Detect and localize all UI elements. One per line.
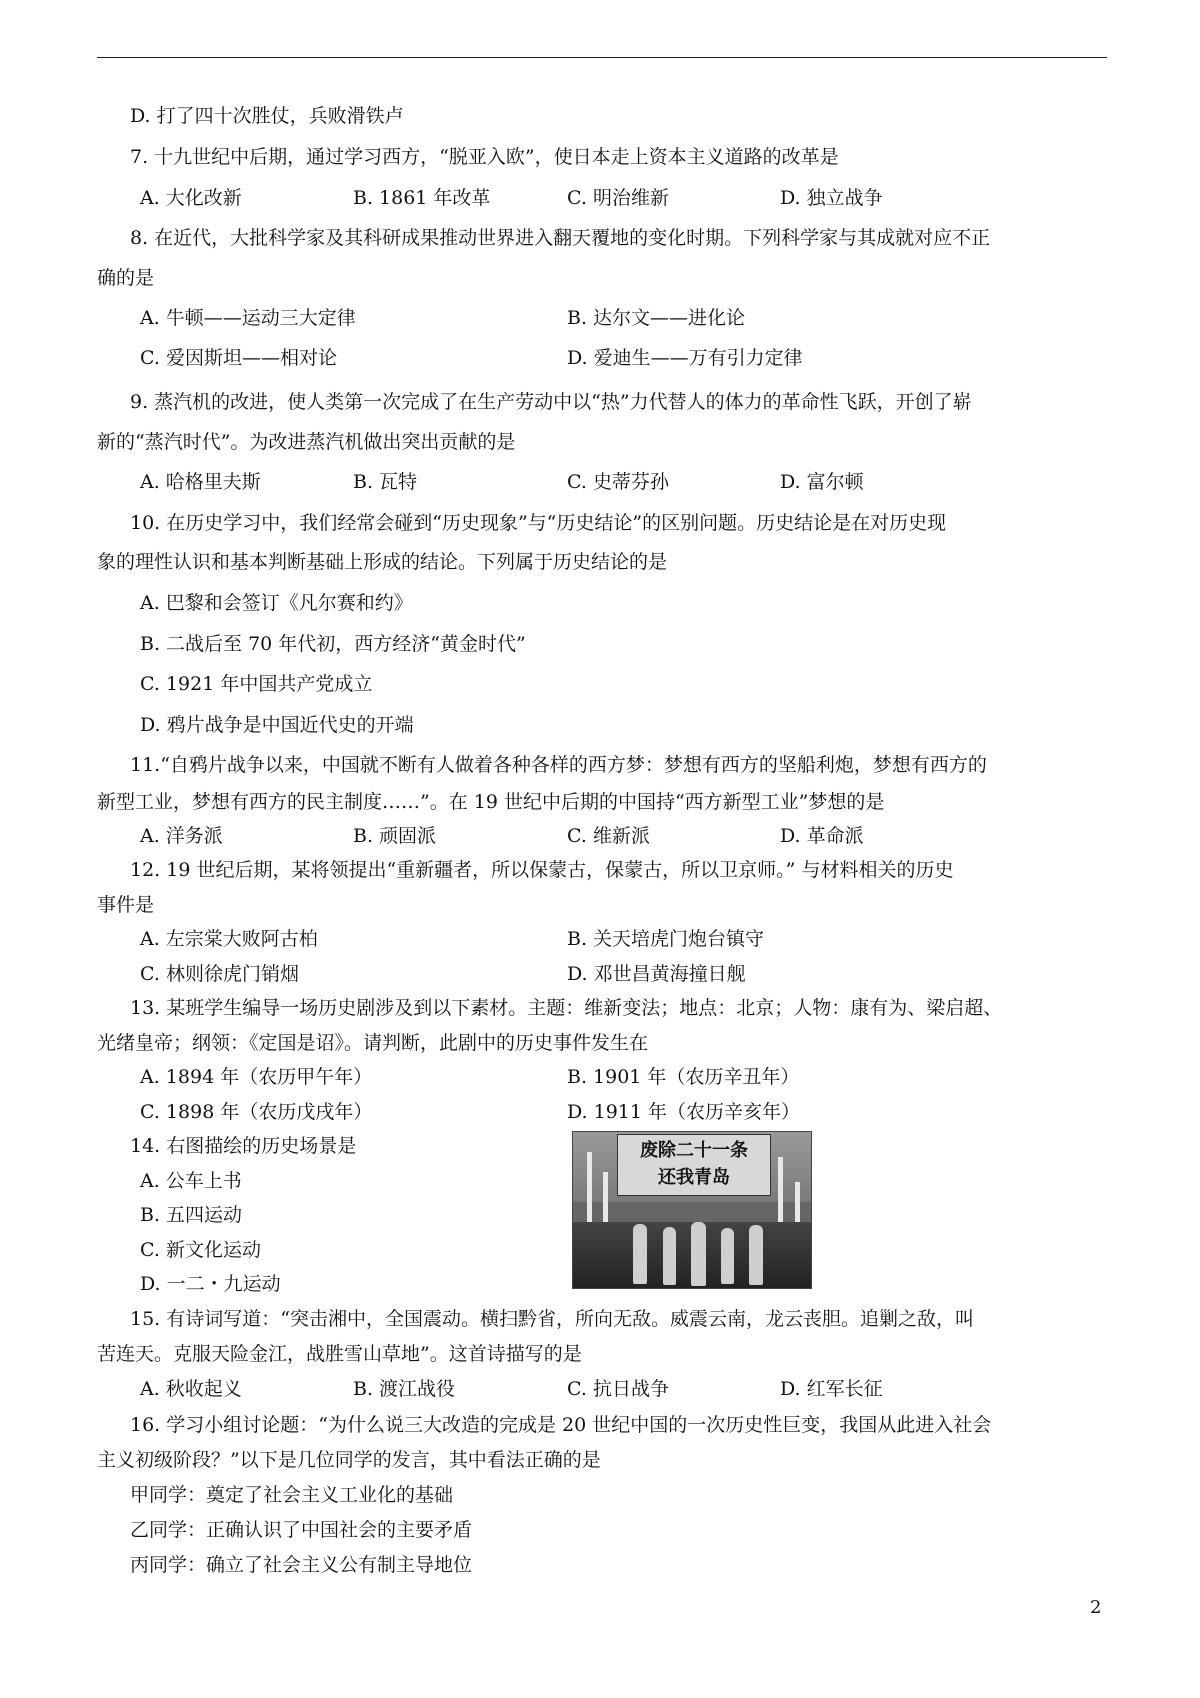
q13-option-d: D. 1911 年（农历辛亥年） — [567, 1101, 801, 1123]
q8-option-d: D. 爱迪生——万有引力定律 — [567, 347, 803, 369]
q11-stem-line1: 11.“自鸦片战争以来，中国就不断有人做着各种各样的西方梦：梦想有西方的坚船利炮，梦想有西方的 — [130, 754, 987, 776]
q8-stem-line1: 8. 在近代，大批科学家及其科研成果推动世界进入翻天覆地的变化时期。下列科学家与其成就对应不正 — [130, 227, 991, 249]
q10-option-b: B. 二战后至 70 年代初，西方经济“黄金时代” — [140, 633, 526, 655]
q15-option-a: A. 秋收起义 — [140, 1378, 242, 1400]
header-rule — [97, 57, 1107, 58]
q11-option-c: C. 维新派 — [567, 825, 650, 847]
q11-option-a: A. 洋务派 — [140, 825, 223, 847]
q12-stem-line1: 12. 19 世纪后期，某将领提出“重新疆者，所以保蒙古，保蒙古，所以卫京师。” 与材料相关的历史 — [130, 859, 954, 881]
q11-option-b: B. 顽固派 — [353, 825, 437, 847]
banner-text-line1: 废除二十一条 — [640, 1140, 748, 1161]
q13-stem-line2: 光绪皇帝；纲领：《定国是诏》。请判断，此剧中的历史事件发生在 — [97, 1032, 649, 1054]
q9-stem-line2: 新的“蒸汽时代”。为改进蒸汽机做出突出贡献的是 — [97, 431, 516, 453]
banner-text-line2: 还我青岛 — [658, 1167, 730, 1188]
q12-option-b: B. 关天培虎门炮台镇守 — [567, 928, 765, 950]
q16-statement-3: 丙同学：确立了社会主义公有制主导地位 — [130, 1554, 473, 1576]
q14-option-c: C. 新文化运动 — [140, 1239, 261, 1261]
q15-stem-line1: 15. 有诗词写道：“突击湘中，全国震动。横扫黔省，所向无敌。威震云南，龙云丧胆。追剿之敌，叫 — [130, 1308, 974, 1330]
q7-option-c: C. 明治维新 — [567, 187, 669, 209]
q8-stem-line2: 确的是 — [97, 267, 155, 289]
may-fourth-protest-photo — [572, 1131, 812, 1289]
q12-option-c: C. 林则徐虎门销烟 — [140, 963, 299, 985]
q12-option-a: A. 左宗棠大败阿古柏 — [140, 928, 318, 950]
q8-option-a: A. 牛顿——运动三大定律 — [140, 307, 356, 329]
q16-statement-2: 乙同学：正确认识了中国社会的主要矛盾 — [130, 1519, 473, 1541]
q13-stem-line1: 13. 某班学生编导一场历史剧涉及到以下素材。主题：维新变法；地点：北京；人物：康有为、梁启超、 — [130, 997, 1003, 1019]
q15-option-b: B. 渡江战役 — [353, 1378, 456, 1400]
q16-stem-line2: 主义初级阶段？”以下是几位同学的发言，其中看法正确的是 — [97, 1449, 601, 1471]
q8-option-c: C. 爱因斯坦——相对论 — [140, 347, 337, 369]
protester-figure — [691, 1222, 706, 1286]
q7-option-a: A. 大化改新 — [140, 187, 242, 209]
q8-option-b: B. 达尔文——进化论 — [567, 307, 746, 329]
q13-option-b: B. 1901 年（农历辛丑年） — [567, 1066, 800, 1088]
q9-option-b: B. 瓦特 — [353, 471, 418, 493]
q13-option-c: C. 1898 年（农历戊戌年） — [140, 1101, 373, 1123]
q14-stem: 14. 右图描绘的历史场景是 — [130, 1135, 357, 1157]
protester-figure — [749, 1225, 763, 1285]
page-number: 2 — [1090, 1597, 1102, 1618]
q9-stem-line1: 9. 蒸汽机的改进，使人类第一次完成了在生产劳动中以“热”力代替人的体力的革命性飞跃，开创了崭 — [130, 391, 972, 413]
q10-option-d: D. 鸦片战争是中国近代史的开端 — [140, 714, 414, 736]
q15-stem-line2: 苦连天。克服天险金江，战胜雪山草地”。这首诗描写的是 — [97, 1343, 582, 1365]
q9-option-d: D. 富尔顿 — [780, 471, 864, 493]
q14-option-b: B. 五四运动 — [140, 1204, 243, 1226]
q10-option-c: C. 1921 年中国共产党成立 — [140, 673, 373, 695]
q14-option-d: D. 一二・九运动 — [140, 1273, 281, 1295]
q16-statement-1: 甲同学：奠定了社会主义工业化的基础 — [130, 1484, 454, 1506]
protester-figure — [663, 1227, 676, 1285]
q9-option-a: A. 哈格里夫斯 — [140, 471, 261, 493]
q16-stem-line1: 16. 学习小组讨论题：“为什么说三大改造的完成是 20 世纪中国的一次历史性巨变，我国从此进入社会 — [130, 1414, 992, 1436]
q10-stem-line2: 象的理性认识和基本判断基础上形成的结论。下列属于历史结论的是 — [97, 551, 668, 573]
q10-stem-line1: 10. 在历史学习中，我们经常会碰到“历史现象”与“历史结论”的区别问题。历史结论是在对历史现 — [130, 512, 947, 534]
q10-option-a: A. 巴黎和会签订《凡尔赛和约》 — [140, 592, 413, 614]
q15-option-c: C. 抗日战争 — [567, 1378, 669, 1400]
protest-banner — [617, 1134, 771, 1196]
q7-stem: 7. 十九世纪中后期，通过学习西方，“脱亚入欧”，使日本走上资本主义道路的改革是 — [130, 146, 839, 168]
q13-option-a: A. 1894 年（农历甲午年） — [140, 1066, 373, 1088]
protester-figure — [721, 1228, 734, 1284]
q14-option-a: A. 公车上书 — [140, 1170, 242, 1192]
q15-option-d: D. 红军长征 — [780, 1378, 883, 1400]
protester-figure — [633, 1224, 647, 1284]
q7-option-d: D. 独立战争 — [780, 187, 883, 209]
q11-stem-line2: 新型工业，梦想有西方的民主制度……”。在 19 世纪中后期的中国持“西方新型工业”梦想的是 — [97, 791, 885, 813]
q6-option-d: D. 打了四十次胜仗，兵败滑铁卢 — [130, 105, 404, 127]
q11-option-d: D. 革命派 — [780, 825, 864, 847]
q12-stem-line2: 事件是 — [97, 894, 155, 916]
q7-option-b: B. 1861 年改革 — [353, 187, 491, 209]
q9-option-c: C. 史蒂芬孙 — [567, 471, 669, 493]
q12-option-d: D. 邓世昌黄海撞日舰 — [567, 963, 746, 985]
